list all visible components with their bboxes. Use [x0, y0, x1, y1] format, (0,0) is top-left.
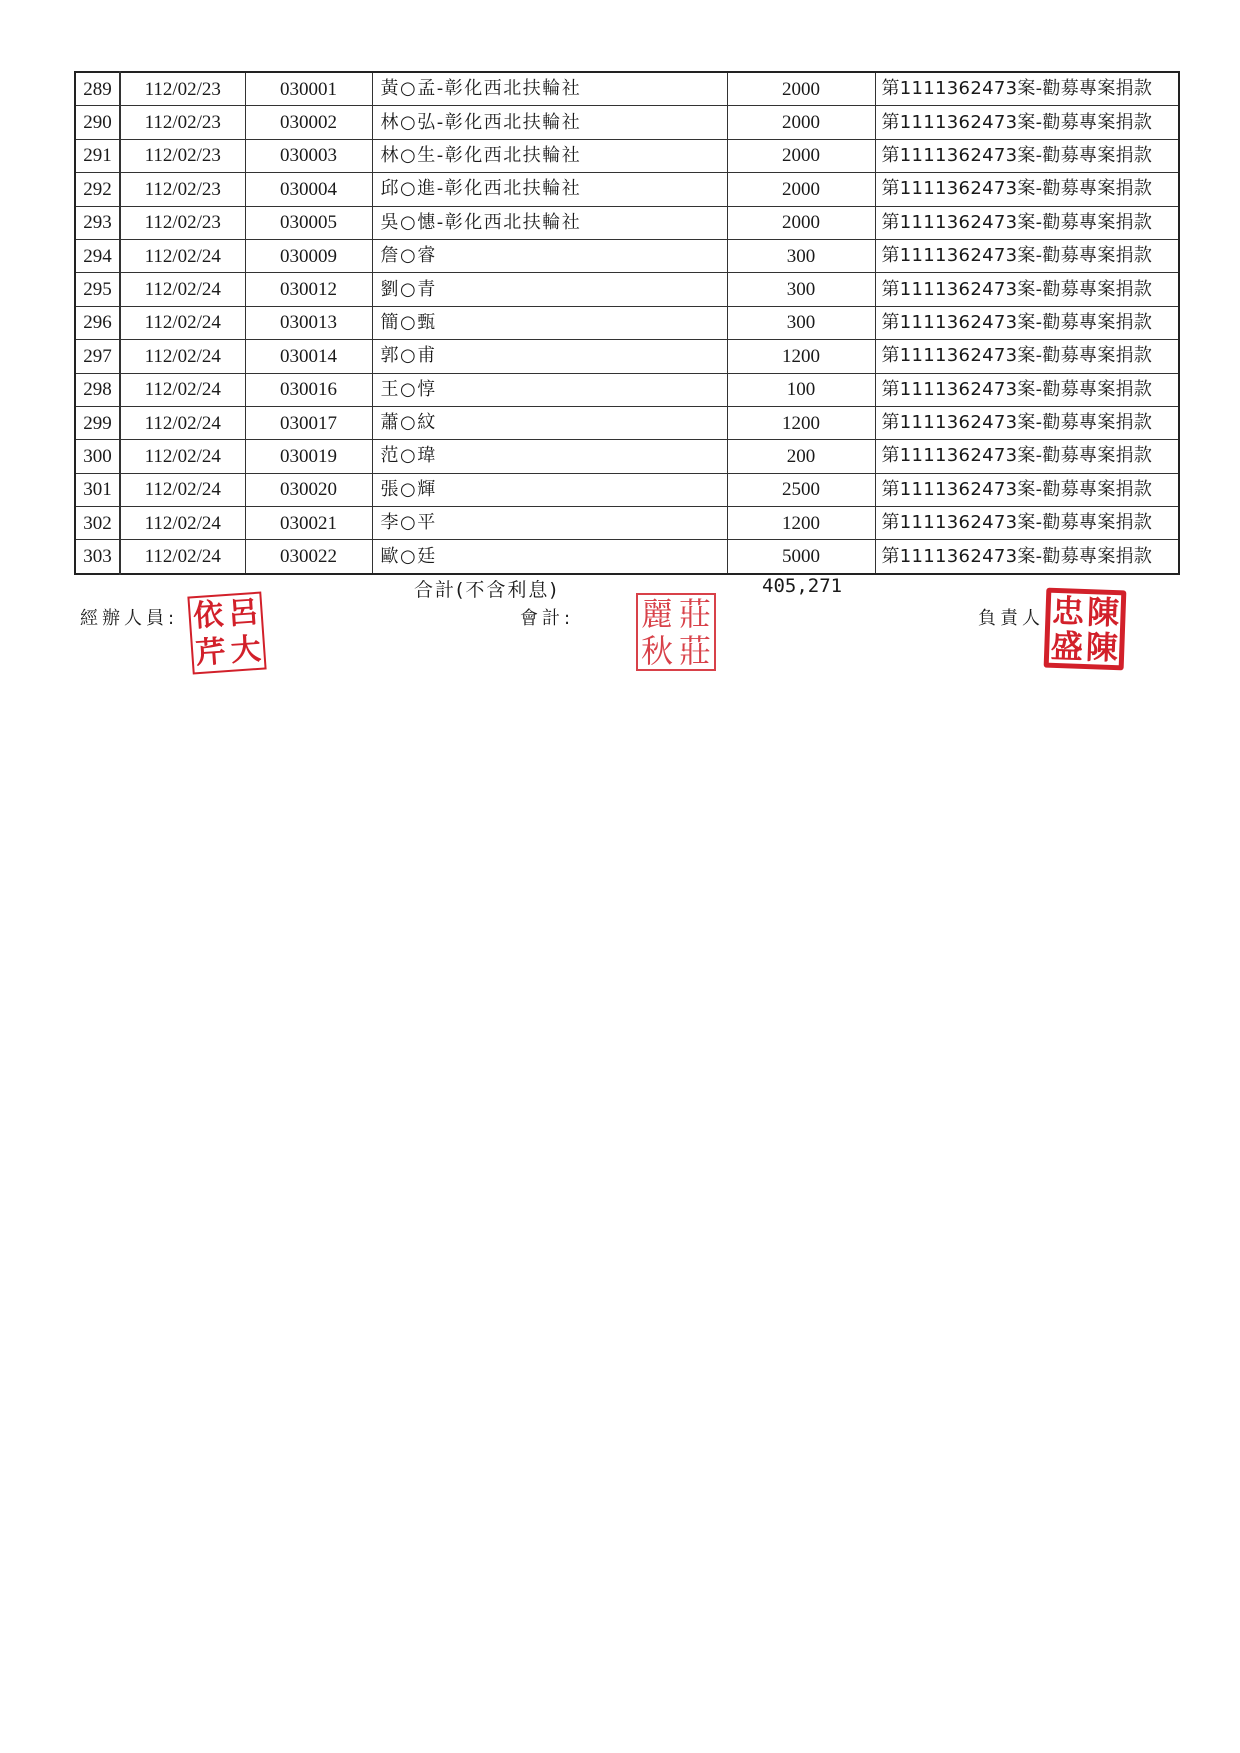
table-row	[75, 306, 1179, 339]
receipt-number: 030016	[245, 373, 372, 406]
total-value: 405,271	[762, 575, 843, 597]
donor-name: 蕭○紋	[372, 406, 727, 439]
responsible-seal-stamp	[1044, 588, 1127, 671]
receipt-number: 030003	[245, 139, 372, 172]
donation-date: 112/02/24	[120, 373, 245, 406]
receipt-number: 030014	[245, 340, 372, 373]
donor-name: 林○生-彰化西北扶輪社	[372, 139, 727, 172]
row-number: 293	[75, 206, 120, 239]
row-number: 294	[75, 239, 120, 272]
donation-note: 第1111362473案-勸募專案捐款	[875, 206, 1179, 239]
donation-note: 第1111362473案-勸募專案捐款	[875, 306, 1179, 339]
row-number: 302	[75, 507, 120, 540]
seal-char: 芹	[194, 633, 227, 671]
seal-char: 陳	[1085, 627, 1119, 667]
receipt-number: 030002	[245, 106, 372, 139]
row-number: 295	[75, 273, 120, 306]
donation-amount: 300	[727, 239, 875, 272]
donation-amount: 2500	[727, 473, 875, 506]
receipt-number: 030004	[245, 173, 372, 206]
table-row	[75, 406, 1179, 439]
seal-char: 盛	[1050, 626, 1084, 666]
donation-date: 112/02/24	[120, 406, 245, 439]
donation-amount: 1200	[727, 340, 875, 373]
table-row	[75, 106, 1179, 139]
donation-amount: 200	[727, 440, 875, 473]
donation-note: 第1111362473案-勸募專案捐款	[875, 406, 1179, 439]
donation-note: 第1111362473案-勸募專案捐款	[875, 273, 1179, 306]
receipt-number: 030017	[245, 406, 372, 439]
donation-amount: 5000	[727, 540, 875, 574]
receipt-number: 030022	[245, 540, 372, 574]
table-row	[75, 239, 1179, 272]
table-row	[75, 507, 1179, 540]
donation-note: 第1111362473案-勸募專案捐款	[875, 239, 1179, 272]
donation-amount: 300	[727, 273, 875, 306]
seal-char: 大	[229, 631, 262, 669]
donor-name: 李○平	[372, 507, 727, 540]
seal-char: 麗	[640, 594, 673, 633]
donation-note: 第1111362473案-勸募專案捐款	[875, 173, 1179, 206]
donor-name: 林○弘-彰化西北扶輪社	[372, 106, 727, 139]
donation-amount: 1200	[727, 406, 875, 439]
seal-char: 依	[192, 596, 225, 634]
ledger-body	[75, 72, 1179, 574]
table-row	[75, 473, 1179, 506]
seal-char: 莊	[678, 631, 711, 670]
receipt-number: 030001	[245, 72, 372, 106]
donation-amount: 2000	[727, 173, 875, 206]
donor-name: 邱○進-彰化西北扶輪社	[372, 173, 727, 206]
accountant-label: 會計:	[520, 608, 575, 629]
table-row	[75, 540, 1179, 574]
seal-char: 忠	[1051, 591, 1085, 631]
donation-amount: 300	[727, 306, 875, 339]
donation-amount: 2000	[727, 206, 875, 239]
donor-name: 劉○青	[372, 273, 727, 306]
donation-date: 112/02/23	[120, 206, 245, 239]
handler-seal-stamp	[187, 592, 266, 675]
receipt-number: 030013	[245, 306, 372, 339]
donor-name: 郭○甫	[372, 340, 727, 373]
accountant-seal-stamp	[636, 593, 716, 671]
donation-date: 112/02/24	[120, 306, 245, 339]
donation-amount: 2000	[727, 106, 875, 139]
donation-note: 第1111362473案-勸募專案捐款	[875, 540, 1179, 574]
row-number: 296	[75, 306, 120, 339]
row-number: 291	[75, 139, 120, 172]
row-number: 292	[75, 173, 120, 206]
total-label: 合計(不含利息)	[414, 579, 559, 601]
donor-name: 吳○憓-彰化西北扶輪社	[372, 206, 727, 239]
donor-name: 歐○廷	[372, 540, 727, 574]
table-row	[75, 373, 1179, 406]
donation-date: 112/02/23	[120, 72, 245, 106]
row-number: 301	[75, 473, 120, 506]
row-number: 289	[75, 72, 120, 106]
donation-date: 112/02/24	[120, 340, 245, 373]
table-row	[75, 340, 1179, 373]
donation-date: 112/02/23	[120, 173, 245, 206]
donation-note: 第1111362473案-勸募專案捐款	[875, 340, 1179, 373]
donation-date: 112/02/24	[120, 239, 245, 272]
seal-char: 呂	[226, 594, 260, 632]
donor-name: 張○輝	[372, 473, 727, 506]
donation-date: 112/02/23	[120, 106, 245, 139]
row-number: 299	[75, 406, 120, 439]
receipt-number: 030019	[245, 440, 372, 473]
receipt-number: 030012	[245, 273, 372, 306]
donor-name: 簡○甄	[372, 306, 727, 339]
row-number: 290	[75, 106, 120, 139]
receipt-number: 030005	[245, 206, 372, 239]
donation-note: 第1111362473案-勸募專案捐款	[875, 72, 1179, 106]
donation-ledger-table	[74, 71, 1180, 575]
table-row	[75, 206, 1179, 239]
table-row	[75, 173, 1179, 206]
donation-amount: 2000	[727, 139, 875, 172]
donor-name: 黃○孟-彰化西北扶輪社	[372, 72, 727, 106]
donation-note: 第1111362473案-勸募專案捐款	[875, 507, 1179, 540]
donor-name: 王○惇	[372, 373, 727, 406]
receipt-number: 030009	[245, 239, 372, 272]
donor-name: 詹○睿	[372, 239, 727, 272]
donation-note: 第1111362473案-勸募專案捐款	[875, 106, 1179, 139]
row-number: 298	[75, 373, 120, 406]
donation-amount: 1200	[727, 507, 875, 540]
receipt-number: 030020	[245, 473, 372, 506]
row-number: 297	[75, 340, 120, 373]
donation-amount: 100	[727, 373, 875, 406]
donation-date: 112/02/24	[120, 273, 245, 306]
donation-date: 112/02/23	[120, 139, 245, 172]
receipt-number: 030021	[245, 507, 372, 540]
seal-char: 秋	[640, 631, 673, 670]
table-row	[75, 139, 1179, 172]
donation-note: 第1111362473案-勸募專案捐款	[875, 440, 1179, 473]
handler-label: 經辦人員:	[80, 608, 179, 629]
donor-name: 范○瑋	[372, 440, 727, 473]
table-row	[75, 440, 1179, 473]
donation-date: 112/02/24	[120, 473, 245, 506]
donation-date: 112/02/24	[120, 440, 245, 473]
seal-char: 莊	[678, 594, 711, 633]
donation-note: 第1111362473案-勸募專案捐款	[875, 473, 1179, 506]
table-row	[75, 72, 1179, 106]
donation-amount: 2000	[727, 72, 875, 106]
responsible-person-label: 負責人:	[978, 608, 1055, 629]
table-row	[75, 273, 1179, 306]
seal-char: 陳	[1086, 592, 1120, 632]
donation-note: 第1111362473案-勸募專案捐款	[875, 139, 1179, 172]
row-number: 300	[75, 440, 120, 473]
donation-date: 112/02/24	[120, 507, 245, 540]
donation-date: 112/02/24	[120, 540, 245, 574]
row-number: 303	[75, 540, 120, 574]
donation-note: 第1111362473案-勸募專案捐款	[875, 373, 1179, 406]
